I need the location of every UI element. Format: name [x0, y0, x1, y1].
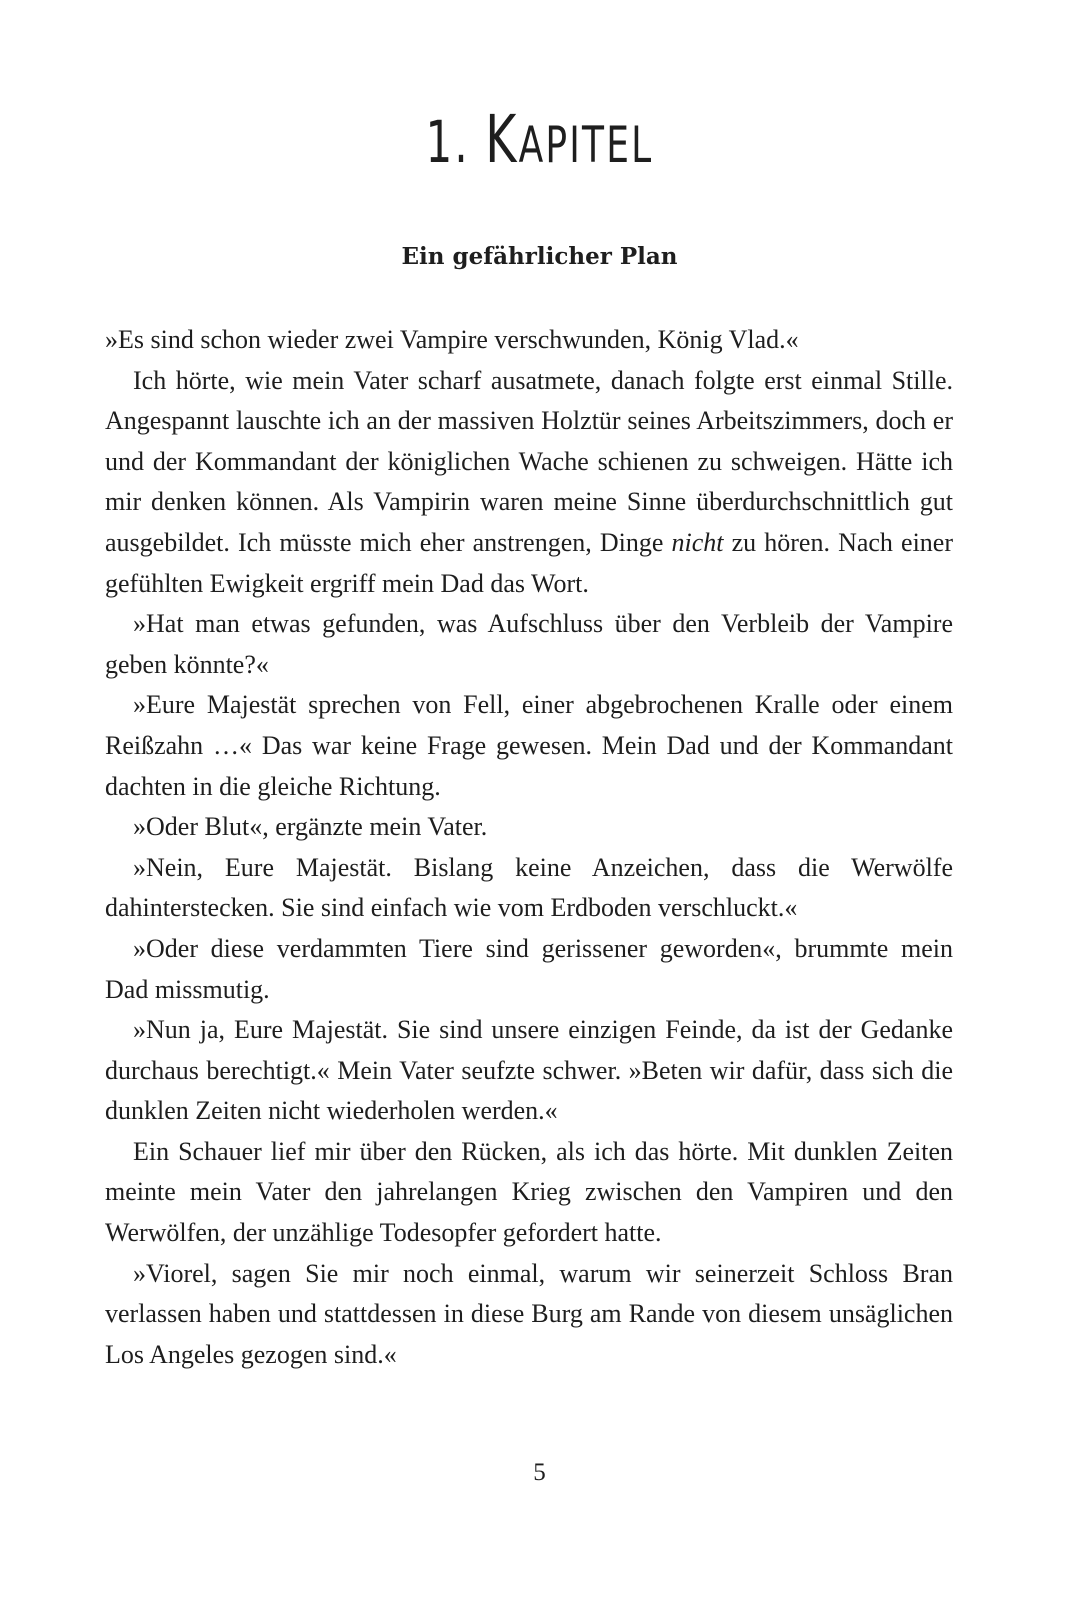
emphasis: nicht	[671, 527, 724, 557]
paragraph: »Eure Majestät sprechen von Fell, einer abgebrochenen Kralle oder einem Reißzahn …« Das war keine Frage gewesen. Mein Dad und der Kommandant dachten in die gleiche Richtung.	[105, 690, 953, 801]
chapter-word-rest: APITEL	[518, 116, 654, 174]
chapter-title	[151, 100, 928, 185]
paragraph: »Es sind schon wieder zwei Vampire verschwunden, König Vlad.«	[105, 325, 799, 354]
chapter-number: 1.	[425, 108, 470, 176]
page-number: 5	[533, 1459, 546, 1486]
chapter-word-initial: K	[485, 101, 519, 178]
paragraph: »Nein, Eure Majestät. Bislang keine Anzeichen, dass die Werwölfe dahinterstecken. Sie sind einfach wie vom Erdboden verschluckt.«	[105, 852, 953, 923]
paragraph: »Oder diese verdammten Tiere sind gerissener geworden«, brummte mein Dad missmutig.	[105, 933, 953, 1004]
paragraph: Ich hörte, wie mein Vater scharf ausatmete, danach folgte erst einmal Stille. Angespannt lauschte ich an der massiven Holztür seines Arbeitszimmers, doch er und der Kommandant der königlichen Wache schienen zu schweigen. Hätte ich mir denken können. Als Vampirin waren meine Sinne überdurchschnittlich gut ausgebildet. Ich müsste mich eher anstrengen, Dinge nicht zu hören. Nach einer gefühlten Ewigkeit ergriff mein Dad das Wort.	[105, 365, 953, 598]
paragraph: Ein Schauer lief mir über den Rücken, als ich das hörte. Mit dunklen Zeiten meinte mein Vater den jahrelangen Krieg zwischen den Vampiren und den Werwölfen, der unzählige Todesopfer gefordert hatte.	[105, 1136, 953, 1248]
paragraph: »Nun ja, Eure Majestät. Sie sind unsere einzigen Feinde, da ist der Gedanke durchaus berechtigt.« Mein Vater seufzte schwer. »Beten wir dafür, dass sich die dunklen Zeiten nicht wiederholen werden.«	[105, 1015, 953, 1126]
paragraph: »Oder Blut«, ergänzte mein Vater.	[133, 812, 488, 842]
paragraph: »Viorel, sagen Sie mir noch einmal, warum wir seinerzeit Schloss Bran verlassen haben und stattdessen in diese Burg am Rande von diesem unsäglichen Los Angeles gezogen sind.«	[105, 1258, 953, 1369]
section-title: Ein gefährlicher Plan	[401, 243, 678, 270]
body-text	[105, 320, 953, 1375]
paragraph: »Hat man etwas gefunden, was Aufschluss über den Verbleib der Vampire geben könnte?«	[105, 609, 953, 679]
